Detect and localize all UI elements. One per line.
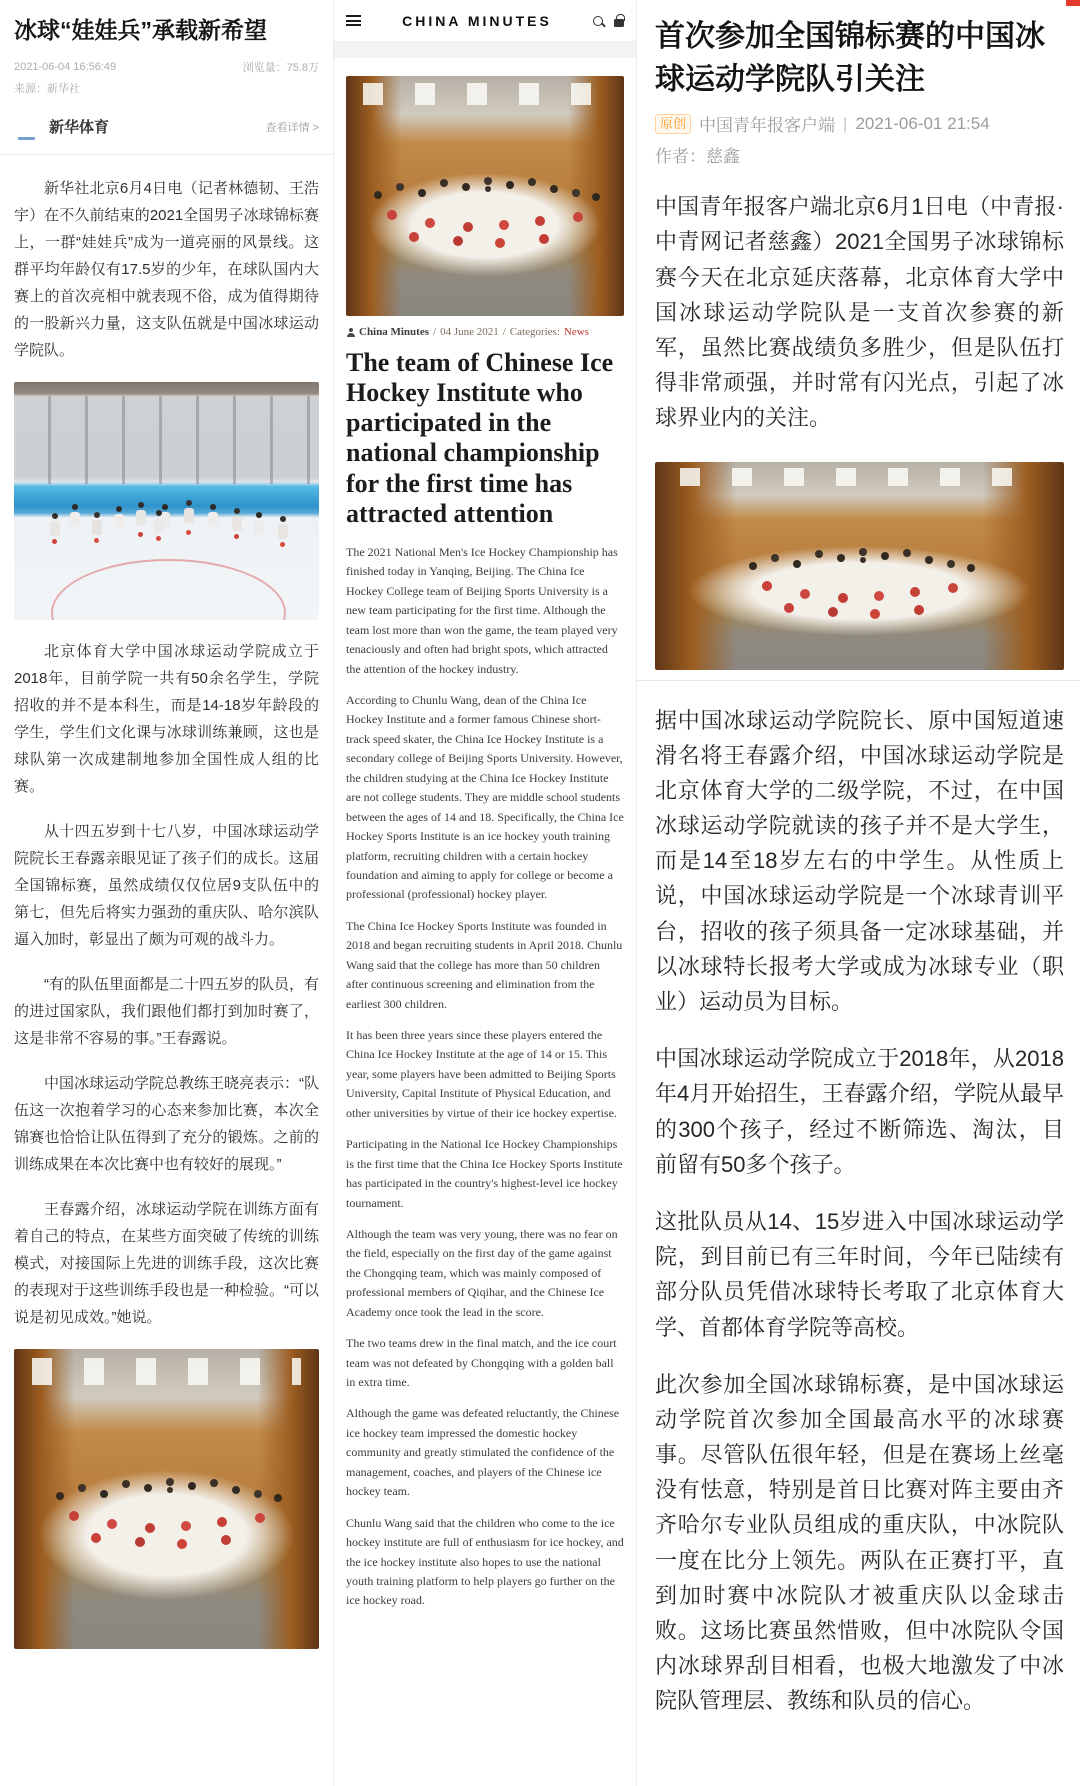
paragraph: 这批队员从14、15岁进入中国冰球运动学院，到目前已有三年时间，今年已陆续有部分队员凭借冰球特长考取了北京体育大学、首都体育学院等高校。 bbox=[655, 1208, 1064, 1340]
paragraph: 新华社北京6月4日电（记者林德韧、王浩宇）在不久前结束的2021全国男子冰球锦标赛上，一群“娃娃兵”成为一道亮丽的风景线。这群平均年龄仅有17.5岁的少年，在球队国内大赛上的首次亮相中就表现不俗，成为值得期待的一股新兴力量，这支队伍就是中国冰球运动学院队。 bbox=[14, 179, 319, 359]
paragraph: 从十四五岁到十七八岁，中国冰球运动学院院长王春露亲眼见证了孩子们的成长。这届全国锦标赛，虽然成绩仅仅位居9支队伍中的第七，但先后将实力强劲的重庆队、哈尔滨队逼入加时，彰显出了颇为可观的战斗力。 bbox=[14, 822, 319, 948]
paragraph: The 2021 National Men's Ice Hockey Championship has finished today in Yanqing, Beijing. The China Ice Hockey College team of Beijing Sports University is a new team participating for the first time. Although the team lost more than won the game, the team played very tenaciously and often had bright spots, which attracted the attention of the hockey industry. bbox=[346, 544, 618, 676]
byline-separator: / bbox=[502, 326, 506, 338]
middle-article-body bbox=[334, 76, 636, 1611]
byline-separator: / bbox=[433, 326, 437, 338]
source-name[interactable]: 中国青年报客户端 bbox=[699, 116, 836, 136]
byline-date: 04 June 2021 bbox=[440, 326, 499, 338]
source-label: 来源：新华社 bbox=[14, 82, 80, 95]
corner-red-mark bbox=[1066, 0, 1080, 6]
paragraph: 中国冰球运动学院成立于2018年，从2018年4月开始招生，王春露介绍，学院从最早的300个孩子，经过不断筛选、淘汰，目前留有50多个孩子。 bbox=[655, 1046, 1064, 1177]
paragraph: 据中国冰球运动学院院长、原中国短道速滑名将王春露介绍，中国冰球运动学院是北京体育大学的二级学院，不过，在中国冰球运动学院就读的孩子并不是大学生，而是14至18岁左右的中学生。从性质上说，中国冰球运动学院是一个冰球青训平台，招收的孩子须具备一定冰球基础，并以冰球特长报考大学或成为冰球专业（职业）运动员为目标。 bbox=[655, 707, 1064, 1014]
author-line: 作者：慈鑫 bbox=[655, 147, 740, 167]
paragraph: According to Chunlu Wang, dean of the China Ice Hockey Institute and a former famous Chinese short-track speed skater, the China Ice Hockey Institute is a secondary college of Beijing Sports University. However, the children studying at the China Ice Hockey Institute are not college students. They are middle school students between the ages of 14 and 18. Specifically, the China Ice Hockey Sports Institute is an ice hockey youth training platform, recruiting children with a certain hockey foundation and aiming to apply for college or become a professional (professional) hockey player. bbox=[346, 693, 624, 902]
middle-article-column bbox=[333, 0, 637, 1786]
paragraph: Chunlu Wang said that the children who come to the ice hockey institute are full of enthusiasm for ice hockey, and the ice hockey institute also hopes to use the national youth training platform to help players go further on the ice hockey road. bbox=[346, 1515, 624, 1608]
paragraph: 中国青年报客户端北京6月1日电（中青报·中青网记者慈鑫）2021全国男子冰球锦标赛今天在北京延庆落幕，北京体育大学中国冰球运动学院队是一支首次参赛的新军，虽然比赛战绩负多胜少，但是队伍打得非常顽强，并时常有闪光点，引起了冰球界业内的关注。 bbox=[655, 194, 1064, 431]
byline-author[interactable]: China Minutes bbox=[359, 326, 429, 338]
paragraph: 王春露介绍，冰球运动学院在训练方面有着自己的特点，在某些方面突破了传统的训练模式，对接国际上先进的训练手段，这次比赛的表现对于这些训练手段也是一种检验。“可以说是初见成效。”她说。 bbox=[14, 1200, 319, 1326]
divider bbox=[637, 680, 1080, 681]
ice-rink-team-photo bbox=[14, 382, 319, 620]
left-article-header bbox=[0, 0, 333, 154]
lock-icon[interactable] bbox=[614, 19, 624, 27]
left-article-title: 冰球“娃娃兵”承载新希望 bbox=[14, 17, 267, 43]
view-details-link[interactable]: 查看详情 > bbox=[265, 121, 319, 134]
paragraph: The two teams drew in the final match, and the ice court team was not defeated by Chongqing with a golden ball in extra time. bbox=[346, 1336, 617, 1389]
publisher-row[interactable] bbox=[14, 108, 319, 154]
locker-room-team-photo bbox=[14, 1349, 319, 1649]
original-badge: 原创 bbox=[655, 114, 691, 134]
left-meta-row bbox=[14, 59, 319, 75]
menu-icon[interactable] bbox=[346, 15, 361, 26]
header-gap bbox=[334, 42, 636, 58]
site-header bbox=[334, 0, 636, 42]
meta-separator: | bbox=[843, 113, 848, 133]
author-icon bbox=[346, 328, 355, 337]
right-article-column bbox=[637, 0, 1080, 1786]
paragraph: The China Ice Hockey Sports Institute was founded in 2018 and began recruiting students in April 2018. Chunlu Wang said that the college has more than 50 children after continuous screening and elimination from the earliest 300 children. bbox=[346, 918, 623, 1011]
locker-room-team-photo bbox=[346, 76, 624, 316]
paragraph: 此次参加全国冰球锦标赛，是中国冰球运动学院首次参加全国最高水平的冰球赛事。尽管队伍很年轻，但是在赛场上丝毫没有怯意，特别是首日比赛对阵主要由齐齐哈尔专业队员组成的重庆队，中冰院队一度在比分上领先。两队在正赛打平，直到加时赛中冰院队才被重庆队以金球击败。这场比赛虽然惜败，但中冰院队令国内冰球界刮目相看，也极大地激发了中冰院队管理层、教练和队员的信心。 bbox=[655, 1371, 1064, 1714]
category-link[interactable]: News bbox=[563, 326, 589, 338]
paragraph: “有的队伍里面都是二十四五岁的队员，有的进过国家队，我们跟他们都打到加时赛了，这是非常不容易的事。”王春露说。 bbox=[14, 975, 319, 1047]
publish-time: 2021-06-04 16:56:49 bbox=[14, 60, 117, 73]
paragraph: 北京体育大学中国冰球运动学院成立于2018年，目前学院一共有50余名学生，学院招收的并不是本科生，而是14-18岁年龄段的学生，学生们文化课与冰球训练兼顾，这也是球队第一次成建制地参加全国性成人组的比赛。 bbox=[14, 642, 319, 795]
right-meta-row bbox=[655, 111, 1064, 136]
paragraph: Although the team was very young, there was no fear on the field, especially on the first day of the game against the Chongqing team, which was mainly composed of professional members of Qiqihar, and the Chinese Ice Academy once took the lead in the score. bbox=[346, 1226, 618, 1319]
locker-room-team-photo bbox=[655, 462, 1064, 670]
site-logo[interactable]: CHINA MINUTES bbox=[402, 12, 552, 29]
search-icon[interactable] bbox=[593, 16, 603, 26]
right-article-title: 首次参加全国锦标赛的中国冰球运动学院队引关注 bbox=[655, 20, 1045, 96]
left-article-body bbox=[0, 155, 333, 1649]
paragraph: 中国冰球运动学院总教练王晓亮表示：“队伍这一次抱着学习的心态来参加比赛，本次全锦赛也恰恰让队伍得到了充分的锻炼。之前的训练成果在本次比赛中也有较好的展现。” bbox=[14, 1074, 319, 1173]
left-article-column bbox=[0, 0, 333, 1786]
categories-label: Categories: bbox=[509, 326, 560, 338]
publisher-name[interactable]: 新华体育 bbox=[49, 119, 110, 137]
right-article-body bbox=[655, 189, 1064, 1718]
byline bbox=[346, 326, 624, 338]
paragraph: Participating in the National Ice Hockey Championships is the first time that the China Ice Hockey Sports Institute has participated in the country's highest-level ice hockey tournament. bbox=[346, 1137, 623, 1210]
publish-time: 2021-06-01 21:54 bbox=[855, 113, 990, 133]
paragraph: It has been three years since these players entered the China Ice Hockey Institute at the age of 14 or 15. This year, some players have been admitted to Beijing Sports University, Capital Institute of Physical Education, and other universities by virtue of their ice hockey expertise. bbox=[346, 1028, 617, 1120]
xinhua-sports-logo-icon bbox=[14, 114, 40, 140]
middle-article-title: The team of Chinese Ice Hockey Institute who participated in the national championship for the first time has attracted attention bbox=[346, 348, 614, 528]
view-count: 浏览量：75.8万 bbox=[242, 61, 319, 74]
paragraph: Although the game was defeated reluctantly, the Chinese ice hockey team impressed the domestic hockey community and greatly stimulated the confidence of the management, coaches, and players of the Chinese ice hockey team. bbox=[346, 1406, 620, 1499]
players-huddle-graphic bbox=[154, 518, 164, 533]
